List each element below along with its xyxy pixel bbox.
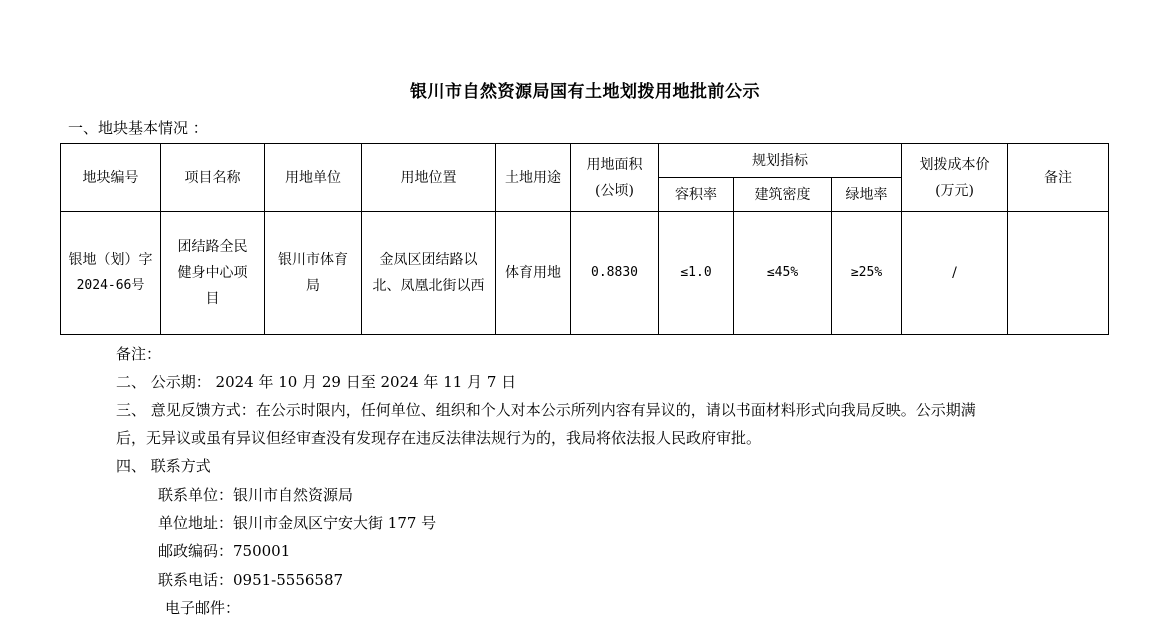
header-area xyxy=(571,144,659,212)
header-green: 绿地率 xyxy=(832,178,902,212)
cell-land-use: 体育用地 xyxy=(496,212,571,335)
contact-unit: 联系单位：银川市自然资源局 xyxy=(158,486,354,504)
contact-email: 电子邮件： xyxy=(165,599,241,617)
cell-location xyxy=(362,212,496,335)
cell-location-line2: 北、凤凰北街以西 xyxy=(372,278,485,294)
header-planning: 规划指标 xyxy=(659,144,902,178)
cell-area: 0.8830 xyxy=(571,212,659,335)
feedback-line2: 后，无异议或虽有异议但经审查没有发现存在违反法律法规行为的，我局将依法报人民政府审批。 xyxy=(116,429,762,447)
header-land-use: 土地用途 xyxy=(496,144,571,212)
header-project-name: 项目名称 xyxy=(161,144,265,212)
header-cost-unit: (万元) xyxy=(935,182,974,199)
contact-phone: 联系电话：0951-5556587 xyxy=(158,571,344,589)
publicity-period: 二、 公示期： 2024 年 10 月 29 日至 2024 年 11 月 7 日 xyxy=(116,373,517,391)
cell-far: ≤1.0 xyxy=(659,212,734,335)
cell-parcel-no xyxy=(61,212,161,335)
cell-land-user xyxy=(265,212,362,335)
cell-cost: / xyxy=(902,212,1008,335)
cell-location-line1: 金凤区团结路以 xyxy=(379,252,478,268)
cell-density: ≤45% xyxy=(734,212,832,335)
cell-green: ≥25% xyxy=(832,212,902,335)
header-cost-label: 划拨成本价 xyxy=(919,156,990,173)
feedback-line1: 三、 意见反馈方式：在公示时限内，任何单位、组织和个人对本公示所列内容有异议的，请以书面材料形式向我局反映。公示期满 xyxy=(116,401,976,419)
parcel-table xyxy=(60,143,1109,335)
page-title: 银川市自然资源局国有土地划拨用地批前公示 xyxy=(410,82,760,102)
section-basic-info-heading: 一、地块基本情况 ： xyxy=(68,119,208,137)
cell-user-line2: 局 xyxy=(306,278,320,294)
cell-parcel-no-line2: 2024-66号 xyxy=(76,278,145,293)
header-location: 用地位置 xyxy=(362,144,496,212)
cell-project-line1: 团结路全民 xyxy=(177,239,248,255)
header-parcel-no: 地块编号 xyxy=(61,144,161,212)
header-area-unit: (公顷) xyxy=(595,182,634,199)
contact-address: 单位地址：银川市金凤区宁安大街 177 号 xyxy=(158,514,437,532)
header-far: 容积率 xyxy=(659,178,734,212)
header-remarks: 备注 xyxy=(1008,144,1109,212)
header-area-label: 用地面积 xyxy=(586,156,643,173)
header-land-user: 用地单位 xyxy=(265,144,362,212)
contact-postcode: 邮政编码：750001 xyxy=(158,542,291,560)
header-cost xyxy=(902,144,1008,212)
cell-project-line3: 目 xyxy=(205,291,220,307)
cell-parcel-no-line1: 银地（划）字 xyxy=(68,252,153,268)
cell-remarks xyxy=(1008,212,1109,335)
header-density: 建筑密度 xyxy=(734,178,832,212)
cell-user-line1: 银川市体育 xyxy=(278,252,348,268)
remark-label: 备注： xyxy=(116,345,162,363)
contact-heading: 四、 联系方式 xyxy=(116,457,211,475)
cell-project-line2: 健身中心项 xyxy=(177,265,248,281)
table-row xyxy=(61,212,1109,335)
cell-project-name xyxy=(161,212,265,335)
